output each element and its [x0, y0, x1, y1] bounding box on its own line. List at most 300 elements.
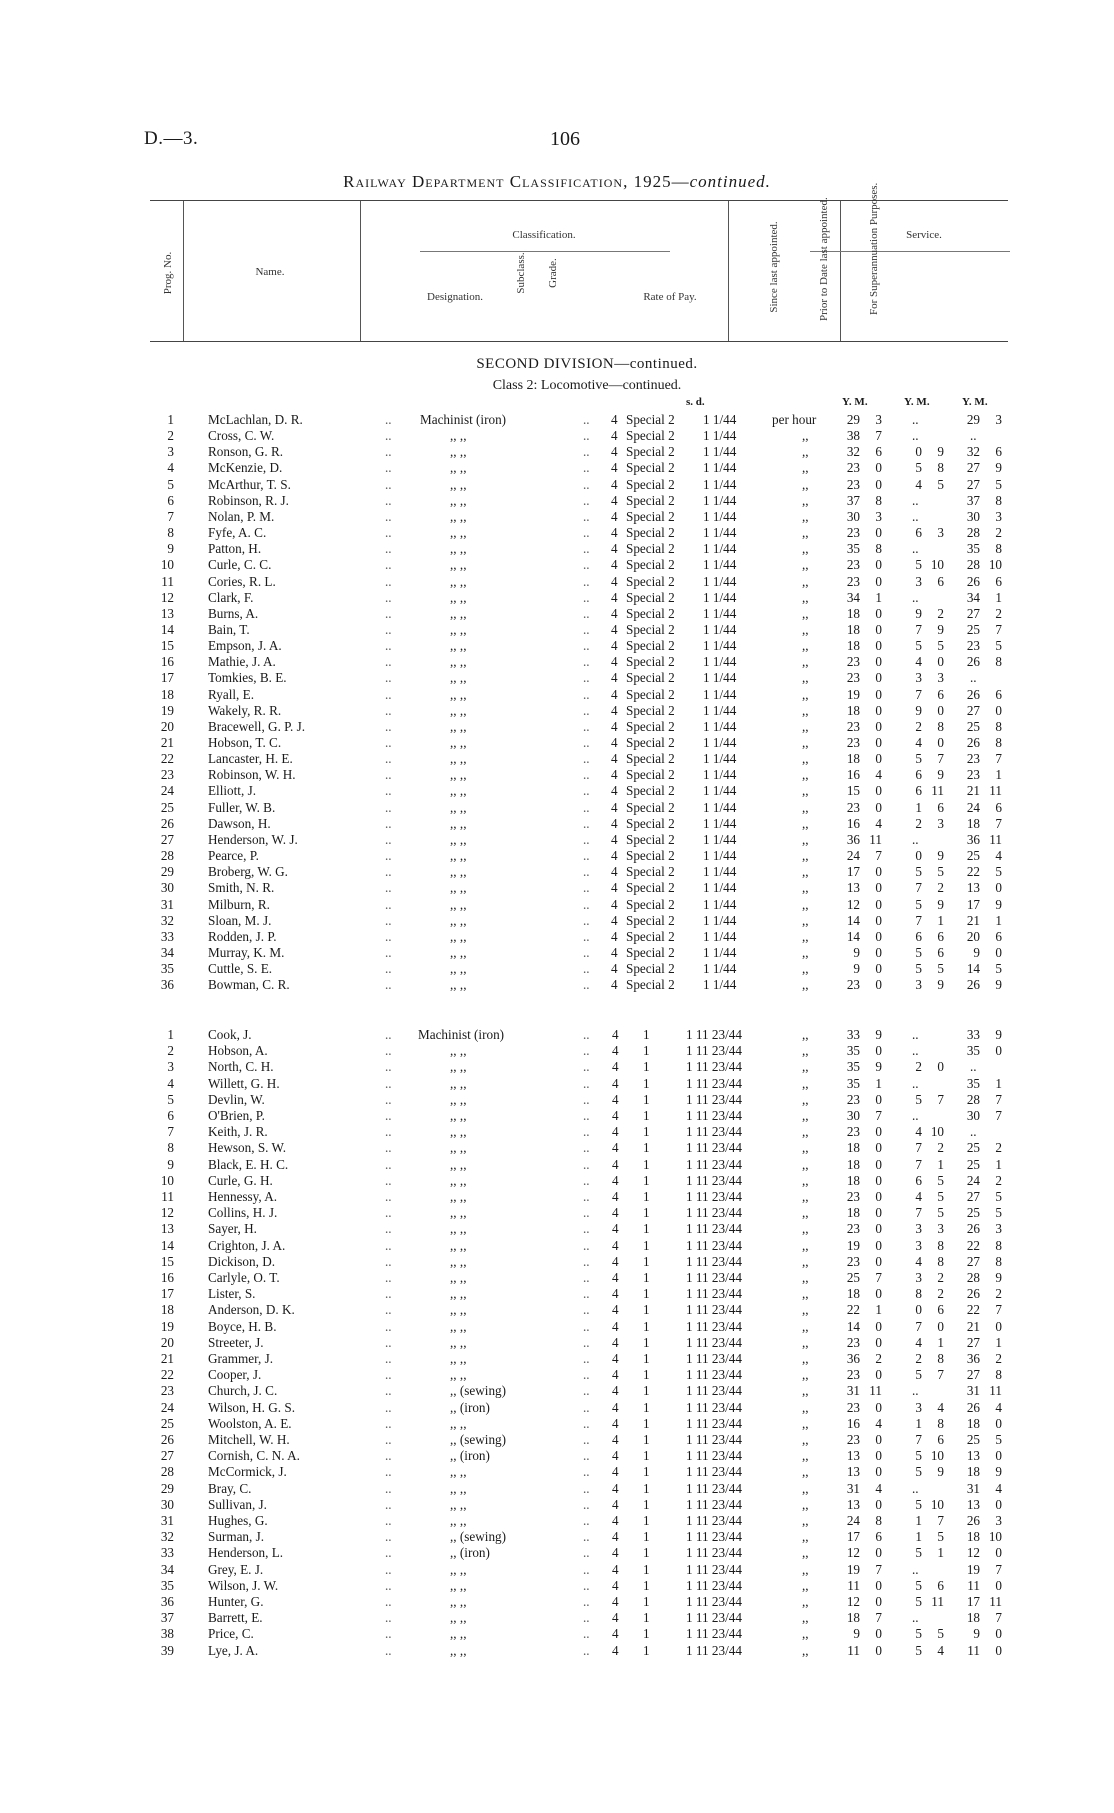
leader-dots: ..: [583, 912, 590, 928]
subclass: 4: [611, 573, 618, 589]
grade: Special 2: [626, 864, 675, 880]
prior-to-years: 3: [915, 1399, 922, 1415]
leader-dots: ..: [385, 1610, 392, 1626]
prog-no: 21: [160, 735, 174, 750]
grade: 1: [643, 1415, 650, 1431]
designation: ,, ,,: [450, 944, 467, 960]
superannuation-months: 5: [995, 1189, 1002, 1204]
grade: 1: [643, 1561, 650, 1577]
designation: ,, ,,: [450, 686, 467, 702]
per-hour: ,,: [802, 1545, 809, 1561]
leader-dots: ..: [583, 1124, 590, 1140]
per-hour: ,,: [802, 638, 809, 654]
employee-name: Carlyle, O. T.: [208, 1270, 280, 1285]
leader-dots: ..: [385, 702, 392, 718]
superannuation-months: 7: [995, 1108, 1002, 1123]
since-last-years: 18: [846, 1172, 860, 1188]
leader-dots: ..: [583, 557, 590, 573]
table-row: [0, 654, 1114, 670]
prog-no: 30: [160, 880, 174, 896]
employee-name: Lister, S.: [208, 1286, 256, 1302]
rate-of-pay: 1 11 23/44: [686, 1091, 742, 1107]
prog-no: 31: [160, 896, 174, 912]
designation: ,, ,,: [450, 589, 467, 605]
superannuation-months: 1: [995, 912, 1002, 928]
designation: ,, ,,: [450, 1594, 467, 1609]
page-title-continued: continued.: [689, 172, 771, 191]
leader-dots: ..: [385, 1189, 392, 1204]
leader-dots: ..: [583, 1189, 590, 1204]
rate-of-pay: 1 11 23/44: [686, 1432, 742, 1447]
table-row: [0, 880, 1114, 896]
leader-dots: ..: [385, 460, 392, 476]
since-last-years: 23: [846, 1334, 860, 1350]
leader-dots: ..: [583, 702, 590, 718]
rate-header: Rate of Pay.: [643, 291, 697, 303]
prior-to-years: 5: [915, 961, 922, 977]
superannuation-years: 13: [966, 1448, 980, 1464]
since-last-months: 0: [875, 1367, 882, 1383]
since-last-years: 31: [846, 1480, 860, 1496]
employee-name: Anderson, D. K.: [208, 1302, 295, 1318]
grade: 1: [643, 1156, 650, 1172]
grade: Special 2: [626, 557, 675, 573]
since-last-years: 18: [846, 1610, 860, 1626]
subclass: 4: [612, 1642, 619, 1658]
table-row: [0, 1481, 1114, 1497]
superannuation-months: 0: [995, 1496, 1002, 1512]
leader-dots: ..: [583, 1529, 590, 1545]
designation: ,, ,,: [450, 1091, 467, 1107]
leader-dots: ..: [385, 1124, 392, 1140]
employee-name: Robinson, W. H.: [208, 767, 296, 783]
since-last-months: 0: [875, 718, 882, 734]
since-last-months: 1: [875, 589, 882, 605]
prior-to-years: 5: [915, 1496, 922, 1512]
grade: 1: [643, 1059, 650, 1075]
rate-of-pay: 1 11 23/44: [686, 1302, 742, 1318]
since-last-years: 18: [846, 1140, 860, 1156]
leader-dots: ..: [385, 1464, 392, 1480]
prior-to-years: 4: [915, 1189, 922, 1204]
subclass: 4: [612, 1205, 619, 1221]
since-last-months: 0: [875, 1642, 882, 1658]
subclass: 4: [612, 1075, 619, 1091]
leader-dots: ..: [385, 864, 392, 880]
employee-name: Patton, H.: [208, 541, 262, 557]
designation: Machinist (iron): [420, 412, 507, 427]
leader-dots: ..: [583, 686, 590, 702]
subclass: 4: [611, 670, 618, 686]
superannuation-years: 12: [966, 1545, 980, 1561]
rate-of-pay: 1 1/44: [703, 525, 737, 541]
employee-name: Lancaster, H. E.: [208, 751, 293, 767]
employee-name: Ryall, E.: [208, 686, 254, 702]
prior-to-months: 2: [937, 880, 944, 896]
per-hour: ,,: [802, 864, 809, 880]
since-last-years: 19: [846, 1561, 860, 1577]
grade: 1: [643, 1610, 650, 1626]
leader-dots: ..: [385, 1642, 392, 1658]
prior-to-months: 5: [937, 1205, 944, 1221]
employee-name: Broberg, W. G.: [208, 864, 288, 880]
prog-no: 9: [167, 541, 174, 557]
employee-name: Surman, J.: [208, 1529, 265, 1545]
rate-of-pay: 1 11 23/44: [686, 1513, 742, 1528]
superannuation-months: 8: [995, 1367, 1002, 1383]
prog-no: 3: [167, 1059, 174, 1075]
superannuation-months: 0: [995, 1043, 1002, 1059]
prog-no: 7: [167, 1124, 174, 1140]
employee-name: Hobson, A.: [208, 1043, 268, 1059]
rate-of-pay: 1 11 23/44: [686, 1383, 742, 1399]
prior-to-years: 5: [915, 638, 922, 654]
prior-to-years: 7: [915, 1156, 922, 1172]
prior-to-years: 6: [915, 1172, 922, 1188]
prior-to-months: 8: [937, 1253, 944, 1269]
superannuation: ..: [970, 1059, 977, 1075]
per-hour: ,,: [802, 1642, 809, 1658]
since-last-months: 0: [875, 977, 882, 993]
grade: Special 2: [626, 541, 675, 557]
superannuation-months: 9: [995, 460, 1002, 476]
leader-dots: ..: [583, 1415, 590, 1431]
rate-of-pay: 1 11 23/44: [686, 1496, 742, 1512]
per-hour: ,,: [802, 1253, 809, 1269]
superannuation-years: 25: [966, 1140, 980, 1156]
since-last-years: 19: [846, 1237, 860, 1253]
grade: Special 2: [626, 654, 675, 670]
table-row: [0, 913, 1114, 929]
grade: 1: [643, 1464, 650, 1480]
since-header: Since last appointed.: [768, 221, 780, 313]
employee-name: Boyce, H. B.: [208, 1318, 277, 1334]
since-last-years: 23: [846, 1367, 860, 1383]
designation: ,, ,,: [450, 1043, 467, 1059]
prior-to-years: 5: [915, 1577, 922, 1593]
prior-to-years: 9: [915, 702, 922, 718]
grade: 1: [643, 1075, 650, 1091]
superannuation-years: 17: [966, 1594, 980, 1609]
rate-of-pay: 1 1/44: [703, 799, 737, 815]
leader-dots: ..: [583, 1432, 590, 1447]
superannuation-years: 13: [966, 1496, 980, 1512]
table-row: [0, 961, 1114, 977]
prior-to-months: 5: [937, 476, 944, 492]
superannuation-months: 8: [995, 1237, 1002, 1253]
designation: ,, (iron): [450, 1399, 490, 1415]
table-row: [0, 493, 1114, 509]
since-last-months: 11: [869, 831, 882, 847]
col-divider: [183, 201, 184, 341]
rate-of-pay: 1 1/44: [703, 815, 737, 831]
prog-no: 14: [160, 1237, 174, 1253]
superannuation-years: 21: [966, 783, 980, 799]
prior-to-months: 9: [937, 444, 944, 460]
subclass: 4: [611, 735, 618, 750]
prior-to-years: 7: [915, 686, 922, 702]
designation: ,, ,,: [450, 1172, 467, 1188]
superannuation-years: 18: [966, 1464, 980, 1480]
prior-to: ..: [912, 1043, 919, 1059]
rate-of-pay: 1 1/44: [703, 864, 737, 880]
designation: ,, ,,: [450, 573, 467, 589]
superannuation-years: 33: [966, 1027, 980, 1042]
employee-name: Collins, H. J.: [208, 1205, 278, 1221]
employee-name: Wilson, J. W.: [208, 1577, 279, 1593]
rate-of-pay: 1 1/44: [703, 428, 737, 444]
subclass: 4: [611, 492, 618, 508]
since-last-years: 38: [846, 428, 860, 444]
prior-to-years: 2: [915, 815, 922, 831]
designation: ,, (iron): [450, 1545, 490, 1561]
table-row: [0, 1173, 1114, 1189]
subclass: 4: [611, 944, 618, 960]
rate-of-pay: 1 1/44: [703, 654, 737, 670]
superannuation-months: 8: [995, 735, 1002, 750]
per-hour: ,,: [802, 1237, 809, 1253]
since-last-months: 8: [875, 492, 882, 508]
leader-dots: ..: [583, 718, 590, 734]
per-hour: ,,: [802, 460, 809, 476]
leader-dots: ..: [385, 1172, 392, 1188]
per-hour: ,,: [802, 1513, 809, 1528]
per-hour: ,,: [802, 1496, 809, 1512]
superannuation-months: 3: [995, 508, 1002, 524]
prior-to-years: 5: [915, 1464, 922, 1480]
grade: 1: [643, 1496, 650, 1512]
leader-dots: ..: [583, 783, 590, 799]
employee-name: Hunter, G.: [208, 1594, 264, 1609]
superannuation-months: 5: [995, 1432, 1002, 1447]
leader-dots: ..: [385, 1027, 392, 1042]
since-last-years: 30: [846, 508, 860, 524]
leader-dots: ..: [385, 1075, 392, 1091]
employee-name: Henderson, W. J.: [208, 831, 298, 847]
prior-to-years: 7: [915, 1432, 922, 1447]
leader-dots: ..: [583, 460, 590, 476]
prog-no: 35: [160, 961, 174, 977]
rate-of-pay: 1 1/44: [703, 848, 737, 864]
per-hour: ,,: [802, 1043, 809, 1059]
per-hour: ,,: [802, 912, 809, 928]
rate-of-pay: 1 1/44: [703, 896, 737, 912]
prior-to-years: 7: [915, 1140, 922, 1156]
grade: 1: [643, 1351, 650, 1366]
grade: 1: [643, 1642, 650, 1658]
subclass: 4: [611, 444, 618, 460]
employee-name: Dawson, H.: [208, 815, 271, 831]
rate-of-pay: 1 1/44: [703, 412, 737, 427]
since-last-months: 0: [875, 1496, 882, 1512]
superannuation-years: 26: [966, 735, 980, 750]
superannuation-months: 7: [995, 751, 1002, 767]
prior-to-years: 5: [915, 1594, 922, 1609]
prior-to-years: 4: [915, 654, 922, 670]
superannuation-months: 2: [995, 525, 1002, 541]
prog-no: 10: [160, 1172, 174, 1188]
subclass: 4: [612, 1286, 619, 1302]
superannuation-months: 0: [995, 1415, 1002, 1431]
per-hour: ,,: [802, 1415, 809, 1431]
table-row: [0, 800, 1114, 816]
employee-name: Burns, A.: [208, 605, 259, 621]
rate-of-pay: 1 11 23/44: [686, 1043, 742, 1059]
superannuation-months: 9: [995, 977, 1002, 993]
designation: ,, ,,: [450, 1351, 467, 1366]
superannuation-years: 17: [966, 896, 980, 912]
leader-dots: ..: [385, 1302, 392, 1318]
employee-name: Elliott, J.: [208, 783, 256, 799]
superannuation-months: 5: [995, 864, 1002, 880]
rate-of-pay: 1 11 23/44: [686, 1075, 742, 1091]
since-last-months: 7: [875, 428, 882, 444]
superannuation-years: 11: [967, 1577, 980, 1593]
table-row: [0, 848, 1114, 864]
table-row: [0, 1513, 1114, 1529]
table-row: [0, 1124, 1114, 1140]
page-title: [0, 172, 1114, 192]
page-reference: D.—3.: [144, 128, 199, 149]
grade: Special 2: [626, 831, 675, 847]
since-last-months: 4: [875, 815, 882, 831]
subclass: 4: [612, 1318, 619, 1334]
table-row: [0, 751, 1114, 767]
designation: ,, ,,: [450, 783, 467, 799]
leader-dots: ..: [385, 718, 392, 734]
leader-dots: ..: [583, 977, 590, 993]
table-row: [0, 606, 1114, 622]
leader-dots: ..: [583, 1156, 590, 1172]
designation: ,, ,,: [450, 654, 467, 670]
superannuation-months: 0: [995, 880, 1002, 896]
superannuation-months: 9: [995, 896, 1002, 912]
classification-header: Classification.: [512, 229, 576, 241]
prior-to-months: 6: [937, 1432, 944, 1447]
prog-no: 6: [167, 1108, 174, 1123]
superannuation-years: 25: [966, 1432, 980, 1447]
grade: Special 2: [626, 783, 675, 799]
prior-to-years: 8: [915, 1286, 922, 1302]
leader-dots: ..: [385, 1351, 392, 1366]
leader-dots: ..: [385, 1318, 392, 1334]
subclass: 4: [611, 428, 618, 444]
rate-of-pay: 1 1/44: [703, 638, 737, 654]
prior-to: ..: [912, 508, 919, 524]
since-last-months: 7: [875, 1270, 882, 1285]
since-last-years: 9: [853, 1626, 860, 1642]
since-last-months: 1: [875, 1302, 882, 1318]
subclass: 4: [611, 654, 618, 670]
designation: ,, ,,: [450, 1286, 467, 1302]
rate-of-pay: 1 1/44: [703, 944, 737, 960]
leader-dots: ..: [385, 1415, 392, 1431]
grade: Special 2: [626, 928, 675, 944]
designation: ,, ,,: [450, 1318, 467, 1334]
employee-name: Willett, G. H.: [208, 1075, 280, 1091]
leader-dots: ..: [583, 896, 590, 912]
prog-no: 29: [160, 1480, 174, 1496]
leader-dots: ..: [583, 1205, 590, 1221]
since-last-years: 30: [846, 1108, 860, 1123]
employee-name: Curle, G. H.: [208, 1172, 273, 1188]
prior-to-months: 5: [937, 864, 944, 880]
since-last-years: 16: [846, 815, 860, 831]
since-last-years: 22: [846, 1302, 860, 1318]
designation: ,, ,,: [450, 1464, 467, 1480]
employee-name: Fyfe, A. C.: [208, 525, 267, 541]
prog-no: 18: [160, 686, 174, 702]
designation: ,, ,,: [450, 1221, 467, 1237]
prior-to-months: 2: [937, 1286, 944, 1302]
superannuation-months: 10: [988, 1529, 1002, 1545]
ym-header: Y. M.: [962, 396, 988, 408]
subclass: 4: [611, 896, 618, 912]
designation: ,, ,,: [450, 1367, 467, 1383]
superannuation-years: 22: [966, 1237, 980, 1253]
superannuation-months: 0: [995, 1448, 1002, 1464]
prior-to-months: 9: [937, 896, 944, 912]
since-last-years: 23: [846, 557, 860, 573]
since-last-months: 0: [875, 1205, 882, 1221]
rate-of-pay: 1 11 23/44: [686, 1399, 742, 1415]
leader-dots: ..: [385, 1513, 392, 1528]
page-number: 106: [550, 128, 580, 150]
designation: ,, ,,: [450, 977, 467, 993]
leader-dots: ..: [385, 1383, 392, 1399]
designation: ,, (iron): [450, 1448, 490, 1464]
prog-no: 11: [161, 573, 174, 589]
superannuation-years: 25: [966, 1156, 980, 1172]
per-hour: ,,: [802, 799, 809, 815]
per-hour: ,,: [802, 1480, 809, 1496]
grade: 1: [643, 1367, 650, 1383]
designation: ,, ,,: [450, 751, 467, 767]
superannuation-years: 28: [966, 557, 980, 573]
superannuation-months: 8: [995, 718, 1002, 734]
per-hour: ,,: [802, 977, 809, 993]
since-last-months: 0: [875, 1577, 882, 1593]
division-subtitle: Class 2: Locomotive—continued.: [492, 378, 682, 393]
designation: ,, ,,: [450, 1415, 467, 1431]
leader-dots: ..: [385, 444, 392, 460]
prog-no: 6: [167, 492, 174, 508]
prog-no: 23: [160, 767, 174, 783]
designation: ,, ,,: [450, 928, 467, 944]
leader-dots: ..: [583, 1399, 590, 1415]
rate-of-pay: 1 11 23/44: [686, 1156, 742, 1172]
leader-dots: ..: [583, 492, 590, 508]
prog-no: 15: [160, 1253, 174, 1269]
prior-to: ..: [912, 1108, 919, 1123]
table-row: [0, 1578, 1114, 1594]
grade: 1: [643, 1432, 650, 1447]
superannuation-months: 4: [995, 1399, 1002, 1415]
since-last-years: 23: [846, 1091, 860, 1107]
superannuation-years: 25: [966, 848, 980, 864]
since-last-months: 0: [875, 864, 882, 880]
superannuation-years: 26: [966, 1399, 980, 1415]
designation: ,, ,,: [450, 1156, 467, 1172]
since-last-years: 35: [846, 541, 860, 557]
leader-dots: ..: [583, 1172, 590, 1188]
leader-dots: ..: [385, 1496, 392, 1512]
subclass: 4: [611, 589, 618, 605]
leader-dots: ..: [385, 1270, 392, 1285]
prior-to-years: 7: [915, 880, 922, 896]
prior-to-years: 5: [915, 1448, 922, 1464]
table-row: [0, 622, 1114, 638]
